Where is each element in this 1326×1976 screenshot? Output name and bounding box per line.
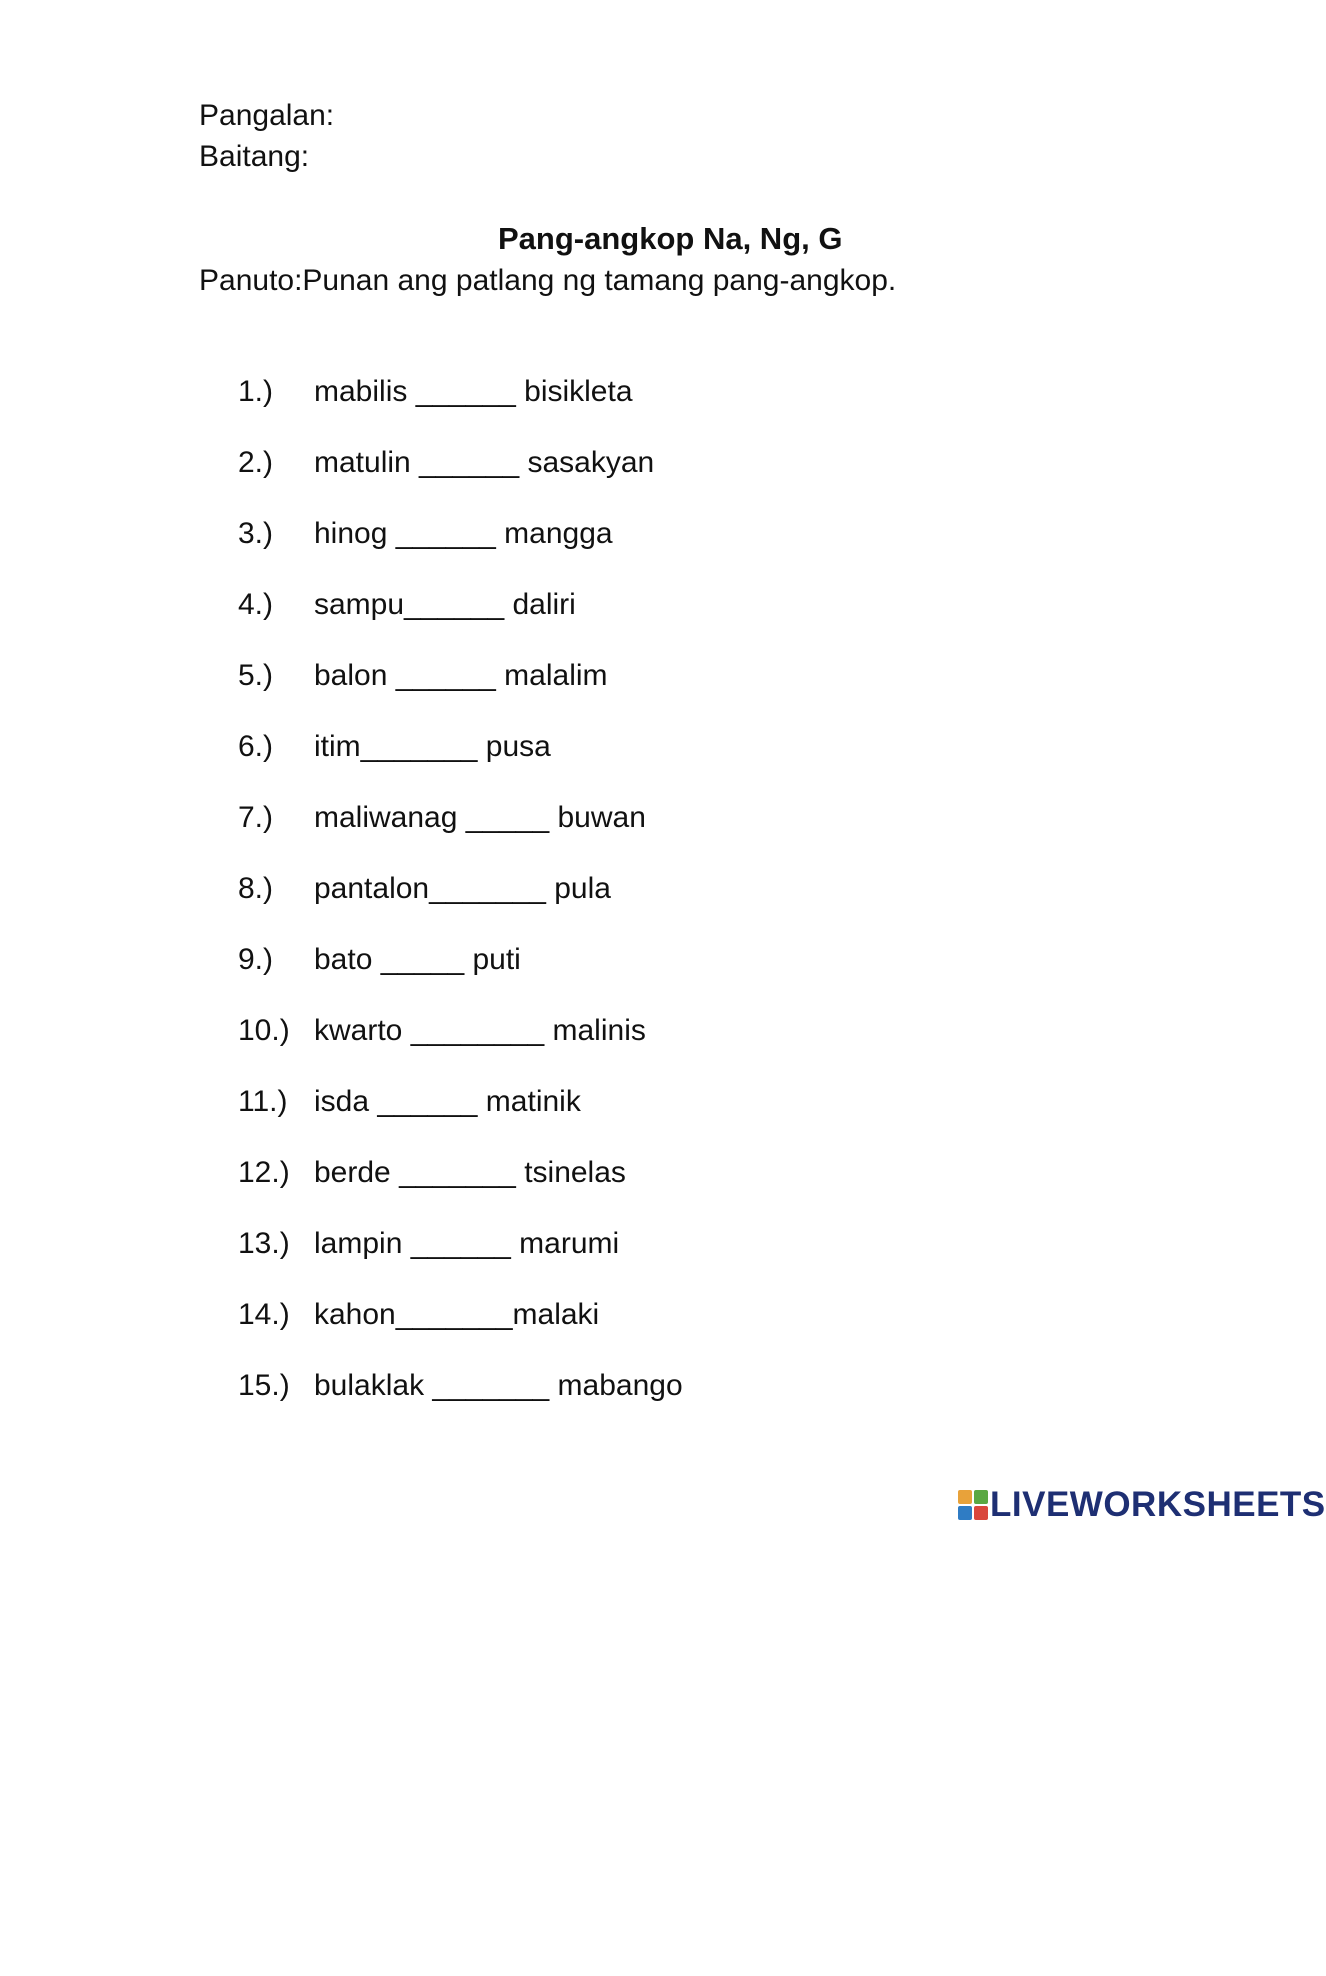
item-number: 1.) bbox=[238, 375, 274, 408]
item-number: 13.) bbox=[238, 1227, 290, 1260]
item-text: berde _______ tsinelas bbox=[314, 1156, 626, 1189]
exercise-item bbox=[238, 658, 683, 729]
item-number: 2.) bbox=[238, 446, 274, 479]
item-number: 6.) bbox=[238, 730, 274, 763]
item-text: bulaklak _______ mabango bbox=[314, 1369, 683, 1402]
item-text: lampin ______ marumi bbox=[314, 1227, 620, 1260]
item-number: 10.) bbox=[238, 1014, 290, 1047]
instructions: Panuto:Punan ang patlang ng tamang pang-angkop. bbox=[199, 264, 897, 297]
item-text: kahon_______malaki bbox=[314, 1298, 600, 1331]
logo-square-3 bbox=[958, 1506, 972, 1520]
logo-square-2 bbox=[974, 1490, 988, 1504]
item-text: matulin ______ sasakyan bbox=[314, 446, 655, 479]
grade-label: Baitang: bbox=[199, 140, 310, 173]
item-text: bato _____ puti bbox=[314, 943, 521, 976]
item-number: 14.) bbox=[238, 1298, 290, 1331]
exercise-item bbox=[238, 445, 683, 516]
item-number: 3.) bbox=[238, 517, 274, 550]
item-text: itim_______ pusa bbox=[314, 730, 551, 763]
exercise-list bbox=[238, 374, 683, 1439]
exercise-item bbox=[238, 516, 683, 587]
item-text: hinog ______ mangga bbox=[314, 517, 613, 550]
exercise-item bbox=[238, 374, 683, 445]
exercise-item bbox=[238, 729, 683, 800]
exercise-item bbox=[238, 800, 683, 871]
logo-square-4 bbox=[974, 1506, 988, 1520]
exercise-item bbox=[238, 1013, 683, 1084]
item-text: maliwanag _____ buwan bbox=[314, 801, 646, 834]
logo-text: LIVEWORKSHEETS bbox=[990, 1485, 1326, 1524]
exercise-item bbox=[238, 1084, 683, 1155]
item-number: 15.) bbox=[238, 1369, 290, 1402]
exercise-item bbox=[238, 942, 683, 1013]
item-number: 5.) bbox=[238, 659, 274, 692]
item-number: 8.) bbox=[238, 872, 274, 905]
logo-square-1 bbox=[958, 1490, 972, 1504]
worksheet-title: Pang-angkop Na, Ng, G bbox=[498, 221, 843, 256]
liveworksheets-logo bbox=[958, 1485, 1326, 1525]
item-number: 11.) bbox=[238, 1085, 288, 1118]
item-text: sampu______ daliri bbox=[314, 588, 576, 621]
logo-mark-icon bbox=[958, 1490, 988, 1520]
item-text: mabilis ______ bisikleta bbox=[314, 375, 633, 408]
item-text: isda ______ matinik bbox=[314, 1085, 581, 1118]
item-text: kwarto ________ malinis bbox=[314, 1014, 646, 1047]
exercise-item bbox=[238, 1155, 683, 1226]
item-number: 12.) bbox=[238, 1156, 290, 1189]
exercise-item bbox=[238, 1297, 683, 1368]
exercise-item bbox=[238, 871, 683, 942]
item-text: pantalon_______ pula bbox=[314, 872, 611, 905]
exercise-item bbox=[238, 1226, 683, 1297]
item-number: 4.) bbox=[238, 588, 274, 621]
exercise-item bbox=[238, 1368, 683, 1439]
item-number: 7.) bbox=[238, 801, 274, 834]
name-label: Pangalan: bbox=[199, 99, 335, 132]
item-text: balon ______ malalim bbox=[314, 659, 608, 692]
item-number: 9.) bbox=[238, 943, 274, 976]
exercise-item bbox=[238, 587, 683, 658]
